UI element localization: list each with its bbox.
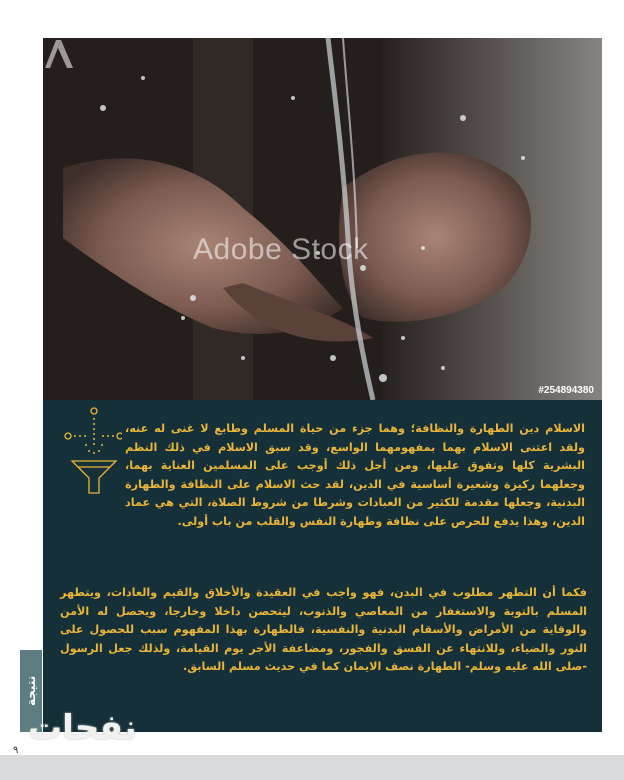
funnel-drops-icon bbox=[62, 405, 122, 500]
paragraph-purity-spiritual: فكما أن التطهر مطلوب في البدن، فهو واجب في العقيدة والأخلاق والقيم والعادات، ويتطهر المسلم بالتوبة والاستغفار من المعاصي والذنوب، ليتحصن داخلا وخارجا، ويحصل له الأمن والوقاية من الأمراض والأسقام البدنية والنفسية، فالطهارة بهذا المفهوم سبب للحصول على النور والضياء، وللانتهاء عن الفسق والفجور، ومضاعفة الأجر يوم القيامة، ولذلك جعل الرسول -صلى الله عليه وسلم- الطهارة نصف الايمان كما في حديث مسلم السابق. bbox=[60, 586, 587, 674]
hands-water-photo bbox=[43, 38, 602, 400]
side-tab-label: نتيجة bbox=[24, 675, 38, 707]
photo-illustration bbox=[43, 38, 602, 400]
stock-id: #254894380 bbox=[538, 385, 594, 396]
footer-bar bbox=[0, 755, 624, 780]
page-number: ٩ bbox=[13, 745, 19, 756]
adobe-logo-icon bbox=[43, 38, 75, 70]
watermark-text: Adobe Stock bbox=[193, 233, 369, 266]
paragraph-purity-intro: الاسلام دين الطهارة والنظافة؛ وهما جزء من حياة المسلم وطابع لا غنى له عنه، ولقد اعتنى الاسلام بهما بمفهومهما الواسع، وقد سبق الاسلام في ذلك النظم البشرية كلها وتفوق عليها، ومن أجل ذلك أوجب على المسلمين العناية بهما، وجعلهما ركيزة وشعيرة أساسية في الدين، لقد حث الاسلام على النظافة والطهارة البدنية، وجعلها مقدمة للكثير من العبادات وشرطا من شروط الصلاة، التي هي عماد الدين، وهذا يدفع للحرص على نظافة وطهارة النفس والقلب من باب أولى. bbox=[125, 422, 585, 528]
brand-logo: نفحات bbox=[28, 708, 137, 748]
